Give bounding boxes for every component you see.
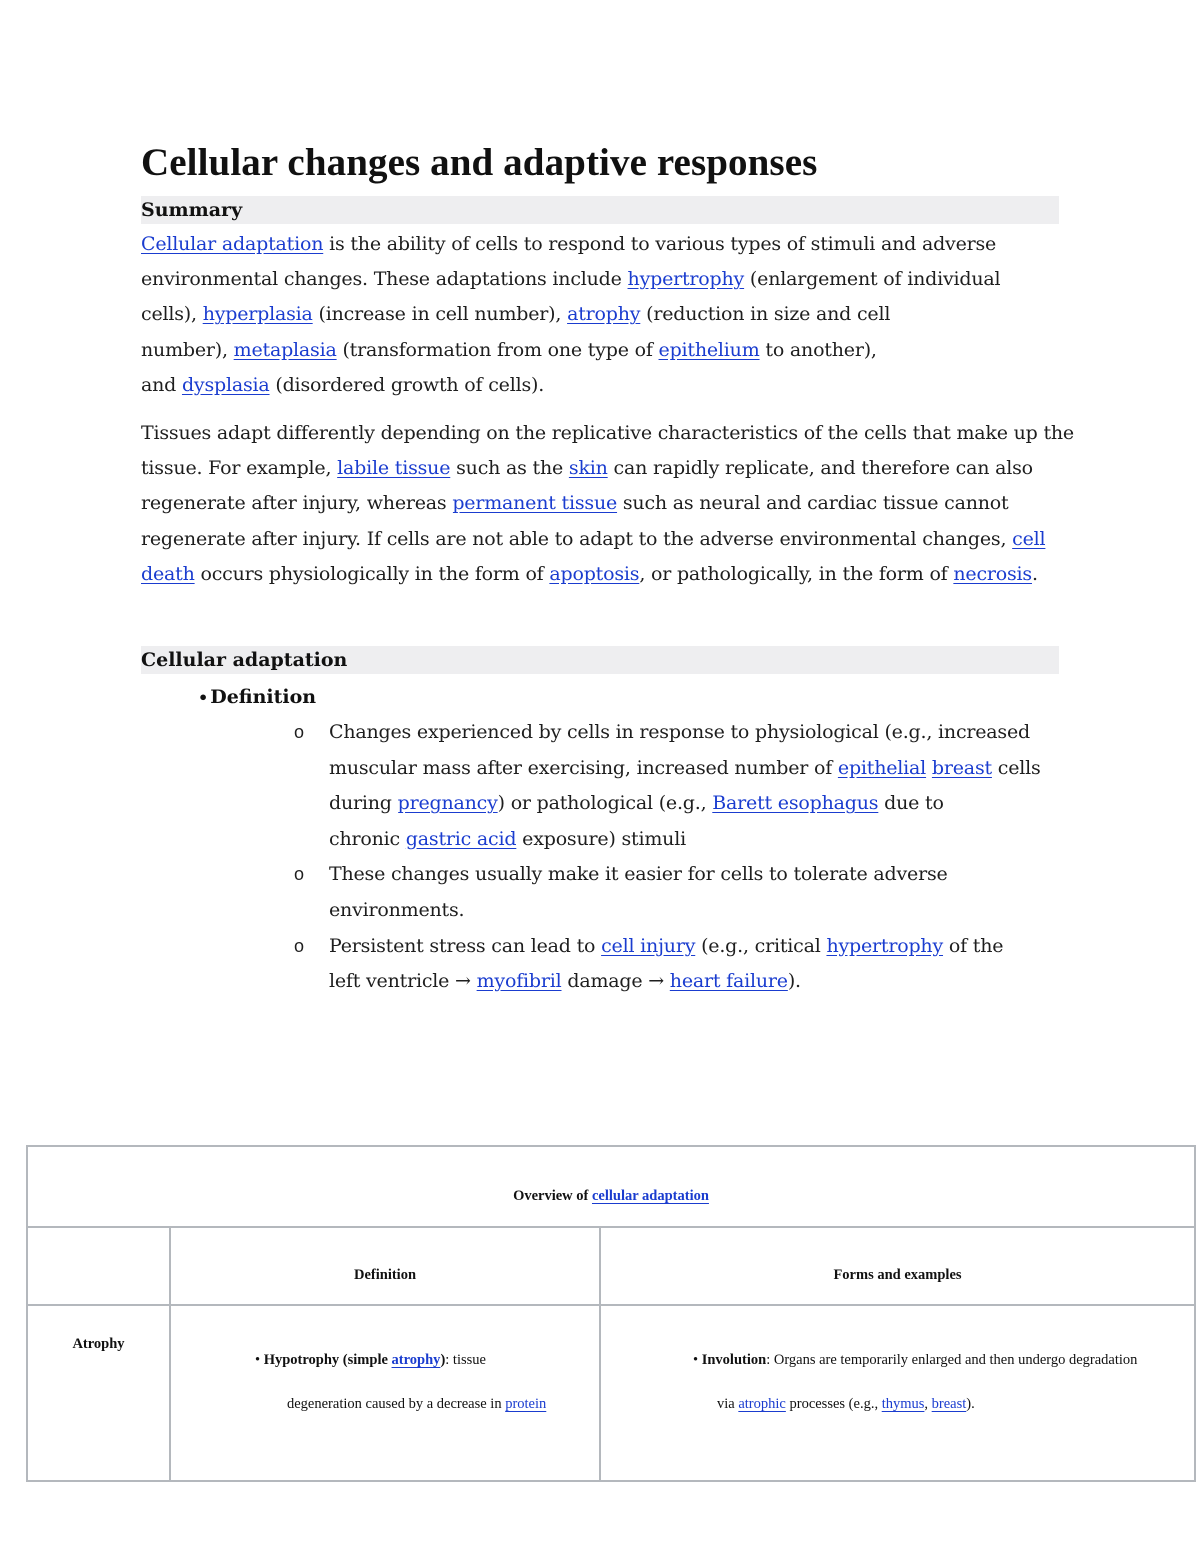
definition-text xyxy=(171,1306,599,1426)
table-caption xyxy=(27,1146,1195,1227)
text-run: (e.g., critical xyxy=(695,934,827,957)
text-run: ). xyxy=(787,970,801,993)
text-run: cells xyxy=(991,756,1041,779)
text-line xyxy=(329,893,1054,929)
list-item xyxy=(294,857,1054,928)
text-run: ) or pathological (e.g., xyxy=(497,792,713,815)
forms-text xyxy=(601,1306,1194,1426)
text-line xyxy=(141,522,1061,557)
text-run: via xyxy=(717,1396,739,1412)
link-apoptosis[interactable]: apoptosis xyxy=(549,562,640,585)
header-definition: Definition xyxy=(170,1227,600,1305)
text-line xyxy=(141,451,1061,486)
summary-paragraph-1 xyxy=(141,227,1061,403)
text-run: due to xyxy=(878,792,944,815)
definition-item xyxy=(198,682,316,713)
link-atrophy[interactable]: atrophy xyxy=(567,303,641,326)
bold-text: Hypotrophy (simple xyxy=(263,1352,392,1368)
link-barett-esophagus[interactable]: Barett esophagus xyxy=(712,792,879,815)
text-run: is the ability of cells to respond to various types of stimuli and adverse xyxy=(323,233,997,255)
text-run: damage → xyxy=(561,970,670,993)
text-run: can rapidly replicate, and therefore can also xyxy=(607,457,1033,480)
text-line xyxy=(329,822,1054,858)
summary-paragraph-2 xyxy=(141,416,1074,592)
text-run: (disordered growth of cells). xyxy=(269,373,545,396)
text-line xyxy=(255,1382,599,1426)
definition-label: Definition xyxy=(210,686,317,708)
text-run: processes (e.g., xyxy=(785,1396,882,1412)
text-line xyxy=(329,751,1054,787)
circle-bullet-icon: o xyxy=(294,864,304,885)
text-run: during xyxy=(329,792,398,815)
text-run: ). xyxy=(966,1396,975,1412)
text-line xyxy=(329,786,1054,822)
text-run: (increase in cell number), xyxy=(312,303,568,326)
header-empty-cell xyxy=(27,1227,170,1305)
link-labile-tissue[interactable]: labile tissue xyxy=(337,457,451,480)
text-run: such as the xyxy=(450,457,569,480)
text-run: occurs physiologically in the form of xyxy=(194,562,550,585)
link-hypertrophy-2[interactable]: hypertrophy xyxy=(826,934,944,957)
text-run: , xyxy=(924,1396,932,1412)
link-cellular-adaptation[interactable]: Cellular adaptation xyxy=(141,233,324,255)
text-run: tissue. For example, xyxy=(141,457,338,480)
link-protein[interactable]: protein xyxy=(505,1396,547,1412)
link-hypertrophy[interactable]: hypertrophy xyxy=(627,268,745,291)
link-breast-table[interactable]: breast xyxy=(931,1396,967,1412)
bold-text: Involution xyxy=(701,1352,767,1368)
text-run: muscular mass after exercising, increased number of xyxy=(329,756,838,779)
text-run: Persistent stress can lead to xyxy=(329,934,602,957)
bold-text: ) xyxy=(440,1352,446,1368)
link-death[interactable]: death xyxy=(141,562,195,585)
text-run: to another), xyxy=(759,338,877,361)
text-run: number), xyxy=(141,338,234,361)
text-line xyxy=(141,333,1061,368)
overview-table xyxy=(26,1145,1196,1482)
link-cellular-adaptation-table[interactable]: cellular adaptation xyxy=(591,1188,709,1204)
link-hyperplasia[interactable]: hyperplasia xyxy=(202,303,313,326)
link-cell-injury[interactable]: cell injury xyxy=(601,934,696,957)
text-line xyxy=(141,297,1061,332)
link-necrosis[interactable]: necrosis xyxy=(953,562,1032,585)
text-run: such as neural and cardiac tissue cannot xyxy=(617,492,1009,515)
text-run: (transformation from one type of xyxy=(336,338,659,361)
link-myofibril[interactable]: myofibril xyxy=(476,970,562,993)
text-run: environments. xyxy=(329,898,465,921)
text-run: regenerate after injury. If cells are not able to adapt to the adverse environmental changes, xyxy=(141,527,1013,550)
text-run: regenerate after injury, whereas xyxy=(141,492,453,515)
text-run: left ventricle → xyxy=(329,970,477,993)
text-run: , or pathologically, in the form of xyxy=(639,562,954,585)
text-run: degeneration caused by a decrease in xyxy=(287,1396,506,1412)
link-heart-failure[interactable]: heart failure xyxy=(669,970,788,993)
text-run: (enlargement of individual xyxy=(744,268,1001,291)
bullet-icon: • xyxy=(693,1352,699,1368)
text-line xyxy=(693,1382,1194,1426)
text-line xyxy=(141,262,1061,297)
text-run: environmental changes. These adaptations include xyxy=(141,268,628,291)
circle-bullet-icon: o xyxy=(294,935,304,956)
text-line xyxy=(141,227,1061,262)
link-atrophic[interactable]: atrophic xyxy=(738,1396,786,1412)
link-thymus[interactable]: thymus xyxy=(881,1396,925,1412)
row-label-atrophy: Atrophy xyxy=(27,1305,170,1481)
text-run: : Organs are temporarily enlarged and then undergo degradation xyxy=(766,1352,1138,1368)
text-run: : tissue xyxy=(445,1352,486,1368)
text-line xyxy=(693,1352,1137,1368)
table-header-row xyxy=(27,1227,1195,1305)
link-permanent-tissue[interactable]: permanent tissue xyxy=(452,492,618,515)
text-run: . xyxy=(1031,562,1038,585)
text-run: These changes usually make it easier for cells to tolerate adverse xyxy=(329,863,948,886)
cellular-adaptation-heading: Cellular adaptation xyxy=(141,646,1059,674)
text-line xyxy=(141,416,1074,451)
text-run: cells), xyxy=(141,303,203,326)
header-forms-examples: Forms and examples xyxy=(600,1227,1195,1305)
text-run: Tissues adapt differently depending on the replicative characteristics of the cells that make up the xyxy=(141,422,1074,444)
text-line xyxy=(329,857,1054,893)
bullet-icon: • xyxy=(255,1352,261,1368)
text-run: of the xyxy=(943,934,1004,957)
page-title: Cellular changes and adaptive responses xyxy=(141,141,818,184)
text-run: exposure) stimuli xyxy=(516,827,686,850)
link-cell[interactable]: cell xyxy=(1012,527,1046,550)
text-line xyxy=(141,486,1061,521)
text-run: and xyxy=(141,373,182,396)
link-pregnancy[interactable]: pregnancy xyxy=(397,792,498,815)
text-run: (reduction in size and cell xyxy=(640,303,891,326)
link-epithelium[interactable]: epithelium xyxy=(658,338,760,361)
link-metaplasia[interactable]: metaplasia xyxy=(233,338,337,361)
forms-cell xyxy=(600,1305,1195,1481)
text-line xyxy=(329,715,1054,751)
table-row xyxy=(27,1305,1195,1481)
text-line xyxy=(329,929,1054,965)
bullet-icon: • xyxy=(198,688,209,707)
summary-heading: Summary xyxy=(141,196,1059,224)
text-line xyxy=(329,964,1054,1000)
text-run: chronic xyxy=(329,827,406,850)
link-gastric-acid[interactable]: gastric acid xyxy=(405,827,517,850)
definition-cell xyxy=(170,1305,600,1481)
text-line xyxy=(141,368,1061,403)
circle-bullet-icon: o xyxy=(294,722,304,742)
text-run: Changes experienced by cells in response to physiological (e.g., increased xyxy=(329,721,1030,743)
list-item xyxy=(294,715,1054,857)
link-epithelial[interactable]: epithelial xyxy=(837,756,927,779)
definition-sub-list xyxy=(294,715,1054,1000)
list-item xyxy=(294,929,1054,1000)
text-line xyxy=(141,557,1061,592)
text-line xyxy=(255,1352,486,1368)
link-atrophy-table[interactable]: atrophy xyxy=(391,1352,441,1368)
table-caption-row xyxy=(27,1146,1195,1227)
caption-text: Overview of xyxy=(513,1188,592,1204)
link-dysplasia[interactable]: dysplasia xyxy=(181,373,270,396)
link-breast[interactable]: breast xyxy=(931,756,992,779)
link-skin[interactable]: skin xyxy=(568,457,608,480)
